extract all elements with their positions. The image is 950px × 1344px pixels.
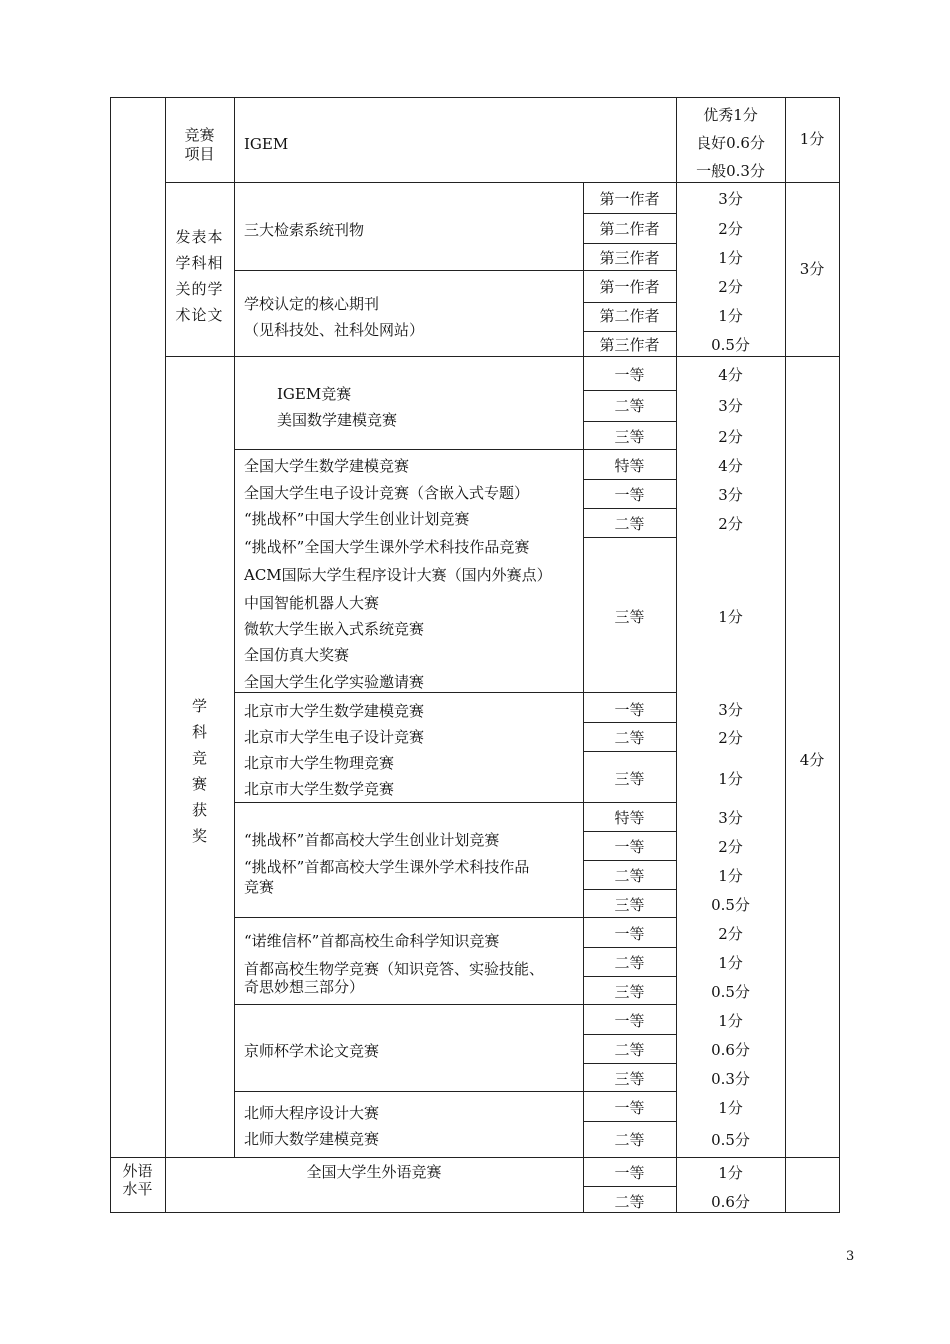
- table-hline: [110, 97, 840, 98]
- score-value: 2分: [718, 515, 743, 533]
- score-value: 0.5分: [711, 896, 750, 914]
- rank-label: 一等: [614, 701, 645, 719]
- table-hline: [583, 947, 677, 948]
- table-hline: [583, 1186, 677, 1187]
- rank-label: 二等: [614, 1131, 645, 1149]
- max-score: 4分: [799, 751, 825, 769]
- max-score: 3分: [799, 260, 825, 278]
- score-value: 2分: [718, 428, 743, 446]
- table-hline: [583, 390, 677, 391]
- rank-label: 特等: [614, 809, 645, 827]
- score-value: 2分: [718, 925, 743, 943]
- item-name: （见科技处、社科处网站）: [244, 321, 425, 339]
- item-name: 北京市大学生数学建模竞赛: [244, 702, 425, 720]
- score-value: 1分: [718, 954, 743, 972]
- score-value: 3分: [718, 397, 743, 415]
- rank-label: 一等: [614, 925, 645, 943]
- table-hline: [234, 917, 677, 918]
- rank-label: 一等: [614, 1012, 645, 1030]
- table-hline: [583, 479, 677, 480]
- score-value: 4分: [718, 457, 743, 475]
- rank-label: 二等: [614, 397, 645, 415]
- score-value: 1分: [718, 1164, 743, 1182]
- score-value: 0.5分: [711, 1131, 750, 1149]
- item-name: 微软大学生嵌入式系统竞赛: [244, 620, 425, 638]
- rank-label: 第一作者: [599, 278, 660, 296]
- rank-label: 三等: [614, 428, 645, 446]
- item-name: 三大检索系统刊物: [244, 221, 365, 239]
- rank-label: 三等: [614, 608, 645, 626]
- item-name: “挑战杯”首都高校大学生创业计划竞赛: [244, 831, 500, 849]
- table-hline: [234, 802, 677, 803]
- item-name: 学校认定的核心期刊: [244, 295, 380, 313]
- table-hline: [583, 1034, 677, 1035]
- item-name: 全国大学生数学建模竞赛: [244, 457, 410, 475]
- table-hline: [583, 243, 677, 244]
- rank-label: 第二作者: [599, 220, 660, 238]
- grade-score: 良好0.6分: [696, 134, 765, 152]
- rank-label: 二等: [614, 954, 645, 972]
- table-vline: [234, 97, 235, 1158]
- score-value: 0.3分: [711, 1070, 750, 1088]
- rank-label: 三等: [614, 896, 645, 914]
- score-value: 0.5分: [711, 336, 750, 354]
- score-value: 3分: [718, 809, 743, 827]
- table-hline: [583, 1063, 677, 1064]
- table-vline: [839, 97, 840, 1213]
- rank-label: 一等: [614, 486, 645, 504]
- table-hline: [165, 182, 840, 183]
- table-hline: [583, 302, 677, 303]
- rank-label: 第三作者: [599, 249, 660, 267]
- table-hline: [583, 831, 677, 832]
- score-value: 3分: [718, 701, 743, 719]
- rank-label: 二等: [614, 867, 645, 885]
- score-value: 1分: [718, 307, 743, 325]
- item-name: 竞赛: [244, 878, 275, 896]
- category-label: 学: [191, 697, 207, 715]
- category-label: 获: [191, 801, 207, 819]
- table-hline: [583, 722, 677, 723]
- table-vline: [110, 97, 111, 1213]
- score-value: 1分: [718, 1099, 743, 1117]
- item-name: 全国大学生外语竞赛: [306, 1163, 442, 1181]
- category-label: 术论文: [175, 306, 224, 324]
- table-hline: [583, 976, 677, 977]
- score-value: 0.6分: [711, 1193, 750, 1211]
- score-value: 2分: [718, 838, 743, 856]
- table-hline: [583, 213, 677, 214]
- rank-label: 一等: [614, 366, 645, 384]
- item-name: 北师大数学建模竞赛: [244, 1130, 380, 1148]
- table-hline: [234, 270, 677, 271]
- category-label: 项目: [184, 145, 215, 163]
- grade-score: 优秀1分: [703, 106, 758, 124]
- table-hline: [110, 1157, 840, 1158]
- item-name: “挑战杯”首都高校大学生课外学术科技作品: [244, 858, 530, 876]
- score-value: 1分: [718, 249, 743, 267]
- item-name: 奇思妙想三部分）: [244, 978, 365, 996]
- table-hline: [234, 1004, 677, 1005]
- grade-score: 一般0.3分: [696, 162, 765, 180]
- rank-label: 一等: [614, 1099, 645, 1117]
- table-hline: [165, 356, 840, 357]
- table-hline: [234, 692, 677, 693]
- table-hline: [583, 889, 677, 890]
- table-hline: [110, 1212, 840, 1213]
- category-label: 竞赛: [184, 126, 215, 144]
- item-name: 全国仿真大奖赛: [244, 646, 350, 664]
- item-name: 北师大程序设计大赛: [244, 1104, 380, 1122]
- rank-label: 二等: [614, 1041, 645, 1059]
- category-label: 竞: [191, 749, 207, 767]
- score-value: 4分: [718, 366, 743, 384]
- table-hline: [583, 421, 677, 422]
- rank-label: 三等: [614, 1070, 645, 1088]
- page-number: 3: [846, 1249, 855, 1264]
- score-value: 1分: [718, 1012, 743, 1030]
- item-name: IGEM竞赛: [277, 385, 352, 403]
- item-name: IGEM: [244, 135, 289, 153]
- item-name: 京师杯学术论文竞赛: [244, 1042, 380, 1060]
- table-hline: [583, 751, 677, 752]
- rank-label: 一等: [614, 838, 645, 856]
- rank-label: 第二作者: [599, 307, 660, 325]
- item-name: 北京市大学生数学竞赛: [244, 780, 395, 798]
- score-value: 1分: [718, 608, 743, 626]
- category-label: 发表本: [175, 228, 224, 246]
- table-hline: [234, 1091, 677, 1092]
- score-value: 1分: [718, 770, 743, 788]
- rank-label: 第三作者: [599, 336, 660, 354]
- category-label: 关的学: [175, 280, 224, 298]
- rank-label: 二等: [614, 1193, 645, 1211]
- table-hline: [583, 331, 677, 332]
- table-hline: [583, 1121, 677, 1122]
- rank-label: 第一作者: [599, 190, 660, 208]
- item-name: 美国数学建模竞赛: [277, 411, 398, 429]
- table-hline: [583, 537, 677, 538]
- category-label: 奖: [191, 827, 207, 845]
- item-name: “挑战杯”中国大学生创业计划竞赛: [244, 510, 470, 528]
- category-label: 科: [191, 723, 207, 741]
- item-name: “挑战杯”全国大学生课外学术科技作品竞赛: [244, 538, 530, 556]
- score-value: 3分: [718, 190, 743, 208]
- table-hline: [583, 508, 677, 509]
- item-name: 北京市大学生物理竞赛: [244, 754, 395, 772]
- category-label: 水平: [122, 1180, 153, 1198]
- max-score: 1分: [799, 130, 825, 148]
- score-value: 2分: [718, 729, 743, 747]
- category-label: 学科相: [175, 254, 224, 272]
- item-name: 全国大学生化学实验邀请赛: [244, 673, 425, 691]
- category-label: 赛: [191, 775, 207, 793]
- item-name: 全国大学生电子设计竞赛（含嵌入式专题）: [244, 484, 530, 502]
- score-value: 1分: [718, 867, 743, 885]
- score-value: 2分: [718, 278, 743, 296]
- category-label: 外语: [122, 1162, 153, 1180]
- item-name: ACM国际大学生程序设计大赛（国内外赛点）: [244, 566, 552, 584]
- rank-label: 三等: [614, 983, 645, 1001]
- item-name: 首都高校生物学竞赛（知识竞答、实验技能、: [244, 960, 545, 978]
- score-value: 2分: [718, 220, 743, 238]
- table-hline: [583, 860, 677, 861]
- score-value: 0.6分: [711, 1041, 750, 1059]
- rank-label: 二等: [614, 515, 645, 533]
- score-value: 0.5分: [711, 983, 750, 1001]
- score-value: 3分: [718, 486, 743, 504]
- rank-label: 二等: [614, 729, 645, 747]
- rank-label: 特等: [614, 457, 645, 475]
- item-name: “诺维信杯”首都高校生命科学知识竞赛: [244, 932, 500, 950]
- rank-label: 三等: [614, 770, 645, 788]
- rank-label: 一等: [614, 1164, 645, 1182]
- table-hline: [234, 449, 677, 450]
- item-name: 北京市大学生电子设计竞赛: [244, 728, 425, 746]
- item-name: 中国智能机器人大赛: [244, 594, 380, 612]
